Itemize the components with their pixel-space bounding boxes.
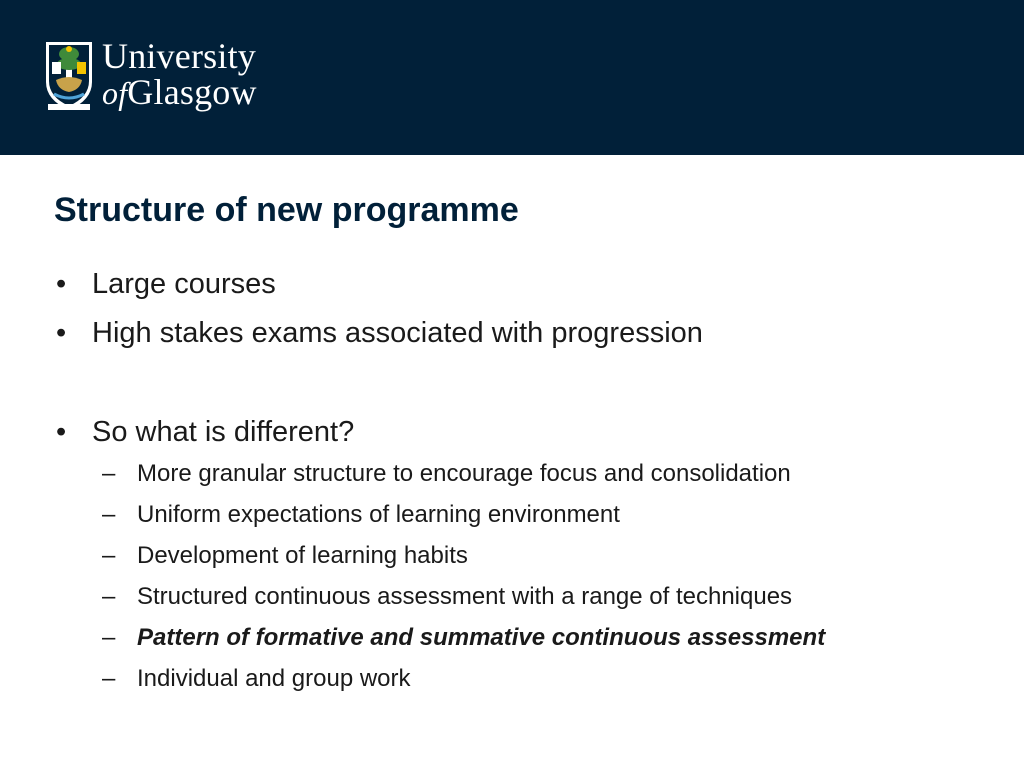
sub-bullet-text: More granular structure to encourage focus and consolidation: [137, 460, 791, 487]
sub-bullet-text: Development of learning habits: [137, 542, 468, 569]
sub-bullet-marker: –: [102, 665, 116, 692]
sub-bullet-marker: –: [102, 460, 116, 487]
bullet-marker: •: [56, 268, 67, 300]
bullet-marker: •: [56, 317, 67, 349]
wordmark-glasgow: Glasgow: [127, 72, 257, 112]
wordmark-line1: University: [102, 36, 256, 76]
sub-bullet-marker: –: [102, 583, 116, 610]
sub-bullet-text: Individual and group work: [137, 665, 411, 692]
sub-bullet-text: Structured continuous assessment with a range of techniques: [137, 583, 793, 610]
slide-title: Structure of new programme: [54, 191, 519, 229]
sub-bullet-marker: –: [102, 501, 116, 528]
wordmark-of: of: [102, 75, 128, 111]
sub-bullet-text: Uniform expectations of learning environment: [137, 501, 620, 528]
bullet-text: High stakes exams associated with progression: [92, 317, 703, 349]
bullet-text: So what is different?: [92, 416, 355, 448]
sub-bullet-marker: –: [102, 624, 116, 651]
sub-bullet-text: Pattern of formative and summative continuous assessment: [137, 624, 826, 651]
bullet-text: Large courses: [92, 268, 276, 300]
bullet-marker: •: [56, 416, 67, 448]
sub-bullet-marker: –: [102, 542, 116, 569]
